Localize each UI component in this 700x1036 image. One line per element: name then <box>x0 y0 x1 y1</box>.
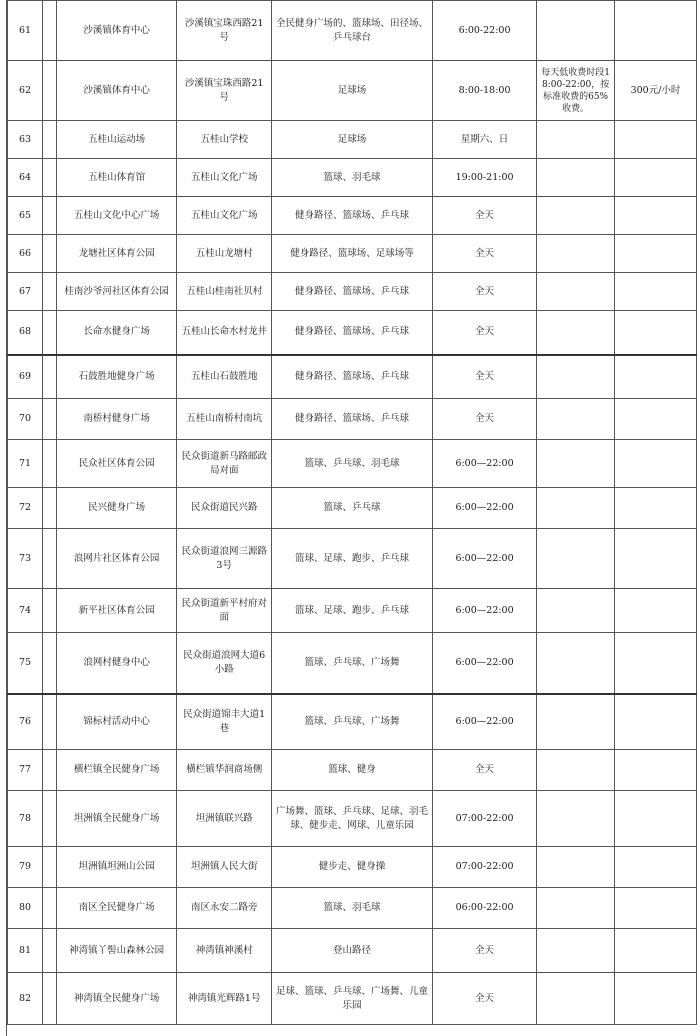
price <box>614 399 696 440</box>
table-row <box>8 235 697 273</box>
opening-hours: 6:00—22:00 <box>432 633 536 694</box>
venue-address: 五桂山学校 <box>177 121 272 159</box>
fee-note <box>537 1 615 61</box>
row-number: 67 <box>8 273 43 311</box>
row-number: 77 <box>8 750 43 791</box>
venue-name: 浪网村健身中心 <box>56 633 176 694</box>
facility-table-body <box>8 1 697 1025</box>
venue-name: 民众社区体育公园 <box>56 440 176 488</box>
venue-address: 坦洲镇人民大街 <box>177 847 272 888</box>
opening-hours: 全天 <box>432 355 536 399</box>
venue-name: 神湾镇丫髻山森林公园 <box>56 929 176 973</box>
fee-note <box>537 273 615 311</box>
table-row <box>8 973 697 1025</box>
venue-address: 民众街道新平村府对面 <box>177 589 272 633</box>
venue-name: 龙塘社区体育公园 <box>56 235 176 273</box>
row-number: 71 <box>8 440 43 488</box>
price: 300元/小时 <box>614 61 696 121</box>
venue-facilities: 篮球、健身 <box>272 750 433 791</box>
facility-table-sheet <box>6 0 697 1036</box>
venue-facilities: 全民健身广场的、篮球场、田径场、乒乓球台 <box>272 1 433 61</box>
table-row <box>8 589 697 633</box>
fee-note <box>537 694 615 750</box>
venue-address: 五桂山长命水村龙井 <box>177 311 272 355</box>
group-gap-cell <box>43 440 57 488</box>
row-number: 78 <box>8 791 43 847</box>
group-gap-cell <box>43 61 57 121</box>
fee-note <box>537 197 615 235</box>
table-row <box>8 311 697 355</box>
venue-name: 石鼓胜地健身广场 <box>56 355 176 399</box>
venue-address: 沙溪镇宝珠西路21号 <box>177 1 272 61</box>
row-number: 64 <box>8 159 43 197</box>
venue-facilities: 篮球、乒乓球、广场舞 <box>272 694 433 750</box>
group-gap-cell <box>43 121 57 159</box>
venue-facilities: 足球、篮球、乒乓球、广场舞、儿童乐园 <box>272 973 433 1025</box>
venue-name: 锦标村活动中心 <box>56 694 176 750</box>
venue-facilities: 篮球、足球、跑步、乒乓球 <box>272 529 433 589</box>
opening-hours: 全天 <box>432 197 536 235</box>
opening-hours: 全天 <box>432 750 536 791</box>
price <box>614 121 696 159</box>
fee-note <box>537 847 615 888</box>
row-number: 76 <box>8 694 43 750</box>
opening-hours: 6:00—22:00 <box>432 694 536 750</box>
venue-address: 民众街道浪网大道6小路 <box>177 633 272 694</box>
venue-facilities: 健身路径、篮球场、乒乓球 <box>272 311 433 355</box>
fee-note <box>537 929 615 973</box>
table-row <box>8 197 697 235</box>
venue-address: 五桂山石鼓胜地 <box>177 355 272 399</box>
row-number: 72 <box>8 488 43 529</box>
price <box>614 589 696 633</box>
opening-hours: 19:00-21:00 <box>432 159 536 197</box>
venue-name: 民兴健身广场 <box>56 488 176 529</box>
fee-note <box>537 633 615 694</box>
venue-facilities: 篮球、羽毛球 <box>272 888 433 929</box>
price <box>614 973 696 1025</box>
fee-note <box>537 973 615 1025</box>
opening-hours: 全天 <box>432 399 536 440</box>
venue-name: 新平社区体育公园 <box>56 589 176 633</box>
fee-note <box>537 311 615 355</box>
venue-facilities: 篮球、足球、跑步、乒乓球 <box>272 589 433 633</box>
venue-address: 五桂山文化广场 <box>177 197 272 235</box>
venue-name: 沙溪镇体育中心 <box>56 1 176 61</box>
price <box>614 159 696 197</box>
fee-note <box>537 750 615 791</box>
venue-facilities: 足球场 <box>272 61 433 121</box>
venue-address: 沙溪镇宝珠西路21号 <box>177 61 272 121</box>
row-number: 68 <box>8 311 43 355</box>
table-row <box>8 159 697 197</box>
table-row <box>8 694 697 750</box>
table-row <box>8 791 697 847</box>
row-number: 73 <box>8 529 43 589</box>
venue-address: 民众街道民兴路 <box>177 488 272 529</box>
fee-note: 每天低收费时段18:00-22:00，按标准收费的65%收费。 <box>537 61 615 121</box>
row-number: 63 <box>8 121 43 159</box>
group-gap-cell <box>43 488 57 529</box>
opening-hours: 6:00-22:00 <box>432 1 536 61</box>
price <box>614 529 696 589</box>
fee-note <box>537 159 615 197</box>
table-row <box>8 888 697 929</box>
group-gap-cell <box>43 1 57 61</box>
table-row <box>8 355 697 399</box>
table-row <box>8 929 697 973</box>
venue-facilities: 篮球、乒乓球、广场舞 <box>272 633 433 694</box>
opening-hours: 全天 <box>432 273 536 311</box>
table-row <box>8 529 697 589</box>
row-number: 65 <box>8 197 43 235</box>
venue-address: 五桂山文化广场 <box>177 159 272 197</box>
fee-note <box>537 529 615 589</box>
opening-hours: 6:00—22:00 <box>432 589 536 633</box>
venue-address: 民众街道锦丰大道1巷 <box>177 694 272 750</box>
venue-facilities: 篮球、乒乓球 <box>272 488 433 529</box>
price <box>614 847 696 888</box>
venue-facilities: 健身路径、篮球场、乒乓球 <box>272 273 433 311</box>
venue-facilities: 健身路径、篮球场、乒乓球 <box>272 355 433 399</box>
venue-name: 长命水健身广场 <box>56 311 176 355</box>
opening-hours: 全天 <box>432 929 536 973</box>
price <box>614 791 696 847</box>
price <box>614 750 696 791</box>
venue-name: 南桥村健身广场 <box>56 399 176 440</box>
table-row <box>8 273 697 311</box>
venue-address: 横栏镇华润商场侧 <box>177 750 272 791</box>
row-number: 69 <box>8 355 43 399</box>
price <box>614 488 696 529</box>
fee-note <box>537 488 615 529</box>
venue-facilities: 健身路径、篮球场、足球场等 <box>272 235 433 273</box>
venue-address: 五桂山龙塘村 <box>177 235 272 273</box>
row-number: 80 <box>8 888 43 929</box>
price <box>614 929 696 973</box>
group-gap-cell <box>43 888 57 929</box>
table-row <box>8 121 697 159</box>
fee-note <box>537 440 615 488</box>
table-row <box>8 399 697 440</box>
venue-facilities: 健身路径、篮球场、乒乓球 <box>272 399 433 440</box>
fee-note <box>537 589 615 633</box>
venue-address: 民众街道浪网三源路3号 <box>177 529 272 589</box>
venue-address: 南区永安二路旁 <box>177 888 272 929</box>
venue-name: 南区全民健身广场 <box>56 888 176 929</box>
venue-name: 横栏镇全民健身广场 <box>56 750 176 791</box>
venue-address: 民众街道新马路邮政局对面 <box>177 440 272 488</box>
venue-address: 五桂山南桥村南坑 <box>177 399 272 440</box>
venue-name: 五桂山体育馆 <box>56 159 176 197</box>
group-gap-cell <box>43 633 57 694</box>
price <box>614 235 696 273</box>
price <box>614 633 696 694</box>
table-row <box>8 750 697 791</box>
group-gap-cell <box>43 847 57 888</box>
venue-name: 坦洲镇坦洲山公园 <box>56 847 176 888</box>
venue-name: 浪网片社区体育公园 <box>56 529 176 589</box>
group-gap-cell <box>43 235 57 273</box>
opening-hours: 6:00—22:00 <box>432 488 536 529</box>
group-gap-cell <box>43 311 57 355</box>
opening-hours: 全天 <box>432 311 536 355</box>
venue-name: 五桂山文化中心广场 <box>56 197 176 235</box>
venue-address: 五桂山桂南社贝村 <box>177 273 272 311</box>
price <box>614 273 696 311</box>
price <box>614 311 696 355</box>
group-gap-cell <box>43 791 57 847</box>
opening-hours: 8:00-18:00 <box>432 61 536 121</box>
opening-hours: 06:00-22:00 <box>432 888 536 929</box>
facility-table <box>7 0 697 1025</box>
row-number: 62 <box>8 61 43 121</box>
group-gap-cell <box>43 399 57 440</box>
venue-facilities: 篮球、乒乓球、羽毛球 <box>272 440 433 488</box>
venue-address: 神湾镇神溪村 <box>177 929 272 973</box>
row-number: 82 <box>8 973 43 1025</box>
venue-facilities: 登山路径 <box>272 929 433 973</box>
row-number: 75 <box>8 633 43 694</box>
venue-name: 沙溪镇体育中心 <box>56 61 176 121</box>
group-gap-cell <box>43 159 57 197</box>
group-gap-cell <box>43 973 57 1025</box>
venue-facilities: 健身路径、篮球场、乒乓球 <box>272 197 433 235</box>
fee-note <box>537 399 615 440</box>
price <box>614 440 696 488</box>
opening-hours: 6:00—22:00 <box>432 440 536 488</box>
opening-hours: 全天 <box>432 235 536 273</box>
venue-facilities: 足球场 <box>272 121 433 159</box>
opening-hours: 星期六、日 <box>432 121 536 159</box>
price <box>614 1 696 61</box>
opening-hours: 07:00-22:00 <box>432 791 536 847</box>
group-gap-cell <box>43 589 57 633</box>
fee-note <box>537 791 615 847</box>
table-row <box>8 488 697 529</box>
venue-name: 五桂山运动场 <box>56 121 176 159</box>
venue-name: 桂南沙爷河社区体育公园 <box>56 273 176 311</box>
venue-name: 神湾镇全民健身广场 <box>56 973 176 1025</box>
row-number: 79 <box>8 847 43 888</box>
group-gap-cell <box>43 750 57 791</box>
opening-hours: 6:00—22:00 <box>432 529 536 589</box>
fee-note <box>537 888 615 929</box>
price <box>614 888 696 929</box>
fee-note <box>537 121 615 159</box>
row-number: 70 <box>8 399 43 440</box>
fee-note <box>537 355 615 399</box>
group-gap-cell <box>43 273 57 311</box>
venue-name: 坦洲镇全民健身广场 <box>56 791 176 847</box>
group-gap-cell <box>43 197 57 235</box>
opening-hours: 全天 <box>432 973 536 1025</box>
group-gap-cell <box>43 929 57 973</box>
row-number: 74 <box>8 589 43 633</box>
table-row <box>8 633 697 694</box>
venue-address: 坦洲镇联兴路 <box>177 791 272 847</box>
table-row <box>8 1 697 61</box>
table-row <box>8 847 697 888</box>
group-gap-cell <box>43 355 57 399</box>
venue-facilities: 广场舞、篮球、乒乓球、足球、羽毛球、健步走、网球、儿童乐园 <box>272 791 433 847</box>
group-gap-cell <box>43 529 57 589</box>
table-row <box>8 61 697 121</box>
opening-hours: 07:00-22:00 <box>432 847 536 888</box>
venue-facilities: 篮球、羽毛球 <box>272 159 433 197</box>
price <box>614 694 696 750</box>
group-gap-cell <box>43 694 57 750</box>
price <box>614 355 696 399</box>
fee-note <box>537 235 615 273</box>
row-number: 66 <box>8 235 43 273</box>
venue-address: 神湾镇光辉路1号 <box>177 973 272 1025</box>
price <box>614 197 696 235</box>
row-number: 61 <box>8 1 43 61</box>
venue-facilities: 健步走、健身操 <box>272 847 433 888</box>
row-number: 81 <box>8 929 43 973</box>
table-row <box>8 440 697 488</box>
